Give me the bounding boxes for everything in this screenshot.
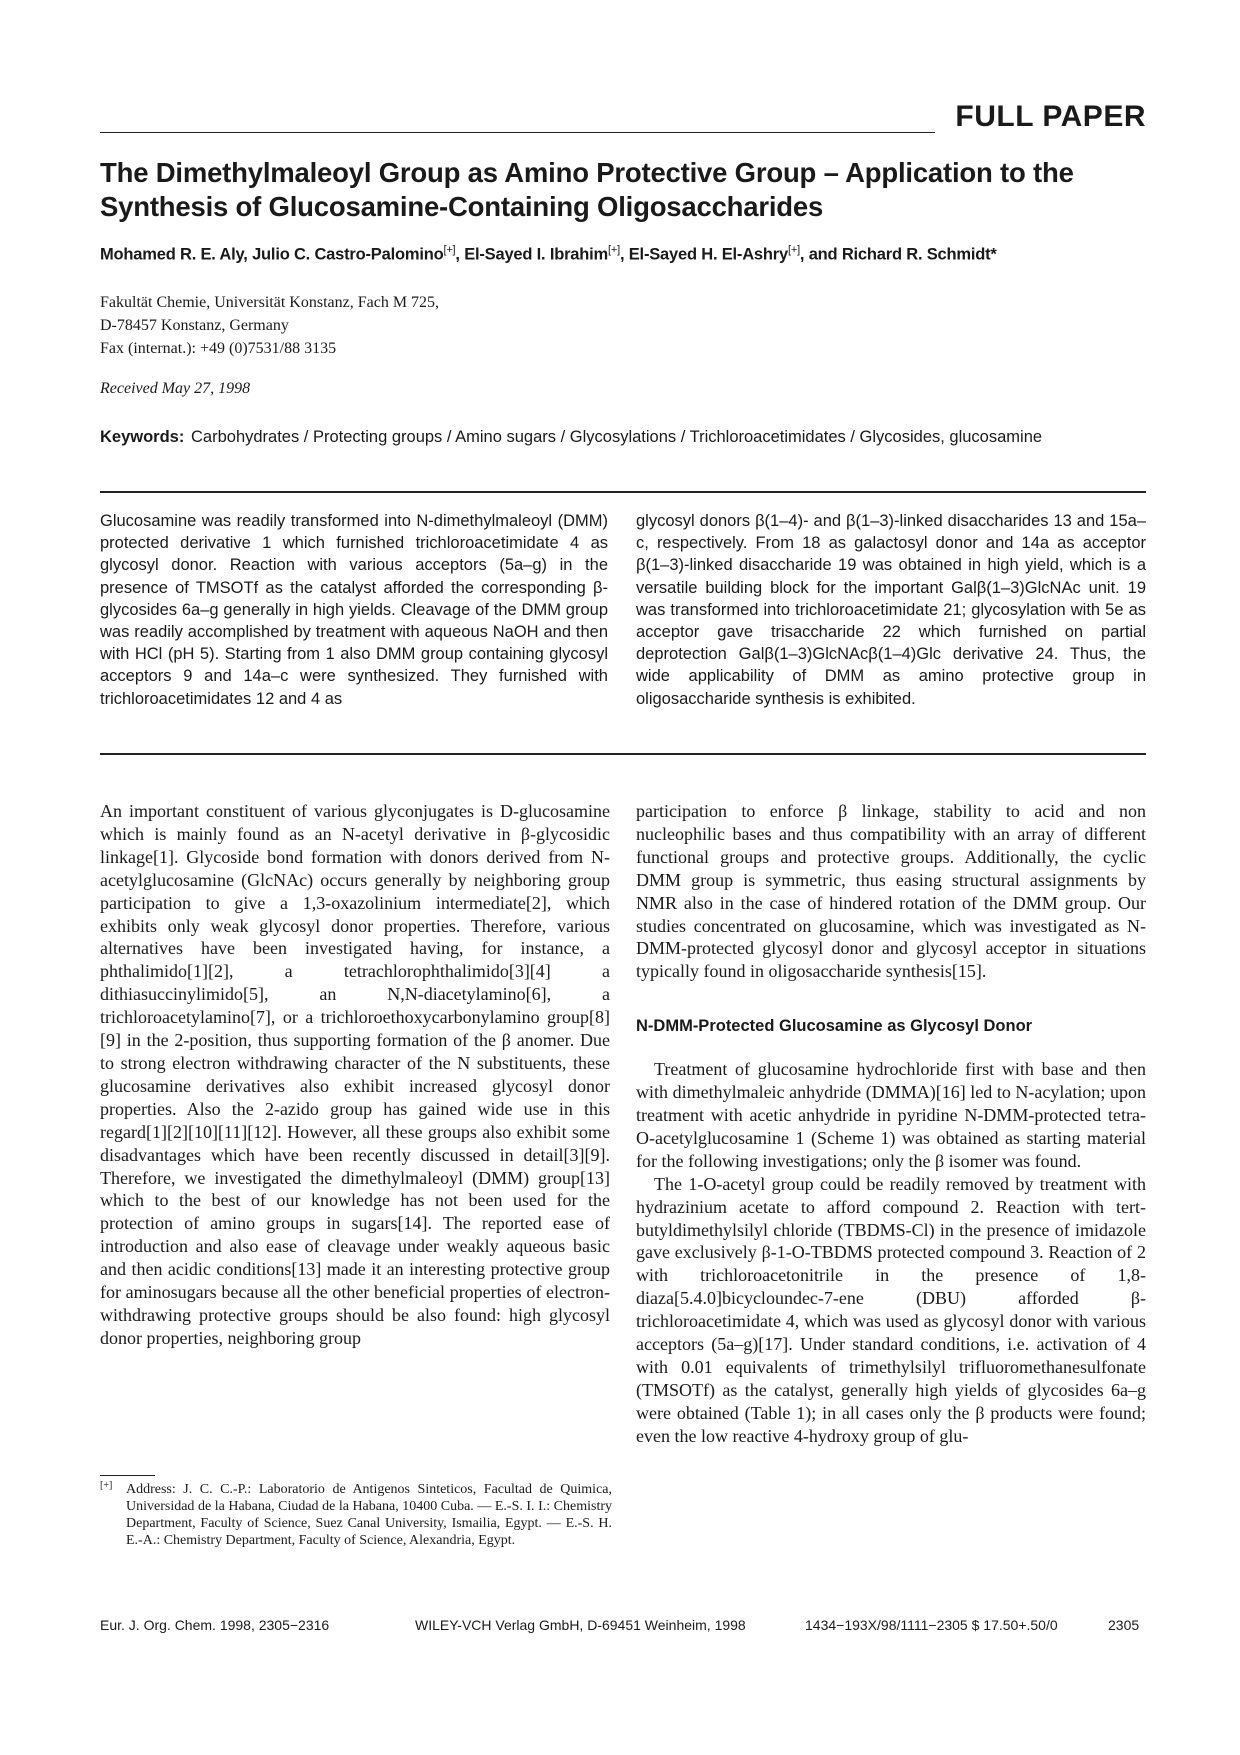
abstract-right-column: glycosyl donors β(1–4)- and β(1–3)-linked disaccharides 13 and 15a–c, respectively. From 18 as galactosyl donor and 14a as acceptor β(1–3)-linked disaccharide 19 was obtained in high yield, which is a versatile building block for the important Galβ(1–3)GlcNAc unit. 19 was transformed into trichloroacetimidate 21; glycosylation with 5e as acceptor gave trisaccharide 22 which furnished on partial deprotection Galβ(1–3)GlcNAcβ(1–4)Glc derivative 24. Thus, the wide applicability of DMM as amino protective group in oligosaccharide synthesis is exhibited.: [636, 512, 1146, 708]
body-left-column: [100, 800, 610, 1350]
body-paragraph: The 1-O-acetyl group could be readily removed by treatment with hydrazinium acetate to afford compound 2. Reaction with tert-butyldimethylsilyl chloride (TBDMS-Cl) in the presence of imidazole gave exclusively β-1-O-TBDMS protected compound 3. Reaction of 2 with trichloroacetonitrile in the presence of 1,8-diaza[5.4.0]bicycloundec-7-ene (DBU) afforded β-trichloroacetimidate 4, which was used as glycosyl donor with various acceptors (5a–g)[17]. Under standard conditions, i.e. activation of 4 with 0.01 equivalents of trimethylsilyl trifluoromethanesulfonate (TMSOTf) as the catalyst, generally high yields of glycosides 6a–g were obtained (Table 1); in all cases only the β products were found; even the low reactive 4-hydroxy group of glu-: [636, 1173, 1146, 1446]
footnote-rule: [100, 1475, 155, 1476]
header-rule: [100, 132, 935, 133]
author-name: El-Sayed I. Ibrahim: [464, 245, 609, 264]
footnote-text: Address: J. C. C.-P.: Laboratorio de Antigenos Sinteticos, Facultad de Quimica, Universidad de la Habana, Ciudad de la Habana, 10400 Cuba. — E.-S. I. I.: Chemistry Department, Faculty of Science, Suez Canal University, Ismailia, Egypt. — E.-S. H. E.-A.: Chemistry Department, Faculty of Science, Alexandria, Egypt.: [126, 1481, 612, 1548]
affiliation-line: Fakultät Chemie, Universität Konstanz, Fach M 725,: [100, 294, 440, 311]
keywords-label: Keywords:: [100, 428, 185, 446]
abstract-left-column: Glucosamine was readily transformed into N-dimethylmaleoyl (DMM) protected derivative 1 which furnished trichloroacetimidate 4 as glycosyl donor. Reaction with various acceptors (5a–g) in the presence of TMSOTf as the catalyst afforded the corresponding β-glycosides 6a–g generally in high yields. Cleavage of the DMM group was readily accomplished by treatment with aqueous NaOH and then with HCl (pH 5). Starting from 1 also DMM group containing glycosyl acceptors 9 and 14a–c were synthesized. They furnished with trichloroacetimidates 12 and 4 as: [100, 512, 608, 708]
footnote-mark: [+]: [100, 1480, 113, 1491]
keywords-text: Carbohydrates / Protecting groups / Amino sugars / Glycosylations / Trichloroacetimidates / Glycosides, glucosamine: [191, 428, 1043, 446]
author-mark: [+]: [443, 244, 456, 256]
section-heading: N-DMM-Protected Glucosamine as Glycosyl Donor: [636, 1017, 1033, 1036]
author-mark: [+]: [787, 244, 800, 256]
affiliation: [100, 291, 439, 360]
affiliation-fax: Fax (internat.): +49 (0)7531/88 3135: [100, 340, 337, 357]
author-name: Richard R. Schmidt*: [841, 245, 997, 264]
footer-issn: 1434−193X/98/1111−2305 $ 17.50+.50/0: [805, 1617, 1058, 1633]
keywords: [100, 426, 1150, 449]
footer-journal: Eur. J. Org. Chem. 1998, 2305−2316: [100, 1617, 330, 1633]
body-paragraph: Treatment of glucosamine hydrochloride first with base and then with dimethylmaleic anhydride (DMMA)[16] led to N-acylation; upon treatment with acetic anhydride in pyridine N-DMM-protected tetra-O-acetylglucosamine 1 (Scheme 1) was obtained as starting material for the following investigations; only the β isomer was found.: [636, 1059, 1146, 1171]
article-title: [100, 156, 1150, 224]
author-name: Julio C. Castro-Palomino: [252, 245, 444, 264]
body-right-column: [636, 800, 1146, 1448]
author-name: El-Sayed H. El-Ashry: [628, 245, 788, 264]
footer-page-number: 2305: [1108, 1617, 1140, 1633]
abstract-bottom-rule: [100, 753, 1146, 755]
author-name: Mohamed R. E. Aly: [100, 245, 244, 264]
footnote: [100, 1477, 612, 1549]
received-date: Received May 27, 1998: [100, 380, 251, 397]
footer-publisher: WILEY-VCH Verlag GmbH, D-69451 Weinheim, 1998: [415, 1617, 746, 1633]
abstract-top-rule: [100, 491, 1146, 493]
title-line-1: The Dimethylmaleoyl Group as Amino Protective Group – Application to the: [100, 157, 1074, 188]
article-type-label: FULL PAPER: [955, 100, 1146, 133]
affiliation-line: D-78457 Konstanz, Germany: [100, 317, 289, 334]
body-paragraph: An important constituent of various glyconjugates is D-glucosamine which is mainly found as an N-acetyl derivative in β-glycosidic linkage[1]. Glycoside bond formation with donors derived from N-acetylglucosamine (GlcNAc) occurs generally by neighboring group participation to give a 1,3-oxazolinium intermediate[2], which exhibits only weak glycosyl donor properties. Therefore, various alternatives have been investigated having, for instance, a phthalimido[1][2], a tetrachlorophthalimido[3][4] a dithiasuccinylimido[5], an N,N-diacetylamino[6], a trichloroacetylamino[7], or a trichloroethoxycarbonylamino group[8][9] in the 2-position, thus supporting formation of the β anomer. Due to strong electron withdrawing character of the N substituents, these glucosamine derivatives also exhibit increased glycosyl donor properties. Also the 2-azido group has gained wide use in this regard[1][2][10][11][12]. However, all these groups also exhibit some disadvantages which have been recently discussed in detail[3][9]. Therefore, we investigated the dimethylmaleoyl (DMM) group[13] which to the best of our knowledge has not been used for the protection of amino groups in sugars[14]. The reported ease of introduction and also ease of cleavage under weakly aqueous basic and then acidic conditions[13] made it an interesting protective group for aminosugars because all the other beneficial properties of electron-withdrawing protective groups should be also found: high glycosyl donor properties, neighboring group: [100, 801, 610, 1348]
author-list: Mohamed R. E. Aly, Julio C. Castro-Palomino[+], El-Sayed I. Ibrahim[+], El-Sayed H. El-Ashry[+], and Richard R. Schmidt*: [100, 244, 997, 264]
author-mark: [+]: [608, 244, 620, 256]
body-paragraph: participation to enforce β linkage, stability to acid and non nucleophilic bases and thus compatibility with an array of different functional groups and protective groups. Additionally, the cyclic DMM group is symmetric, thus easing structural assignments by NMR also in the case of hindered rotation of the DMM group. Our studies concentrated on glucosamine, which was investigated as N-DMM-protected glycosyl donor and glycosyl acceptor in situations typically found in oligosaccharide synthesis[15].: [636, 801, 1146, 982]
title-line-2: Synthesis of Glucosamine-Containing Oligosaccharides: [100, 191, 824, 222]
